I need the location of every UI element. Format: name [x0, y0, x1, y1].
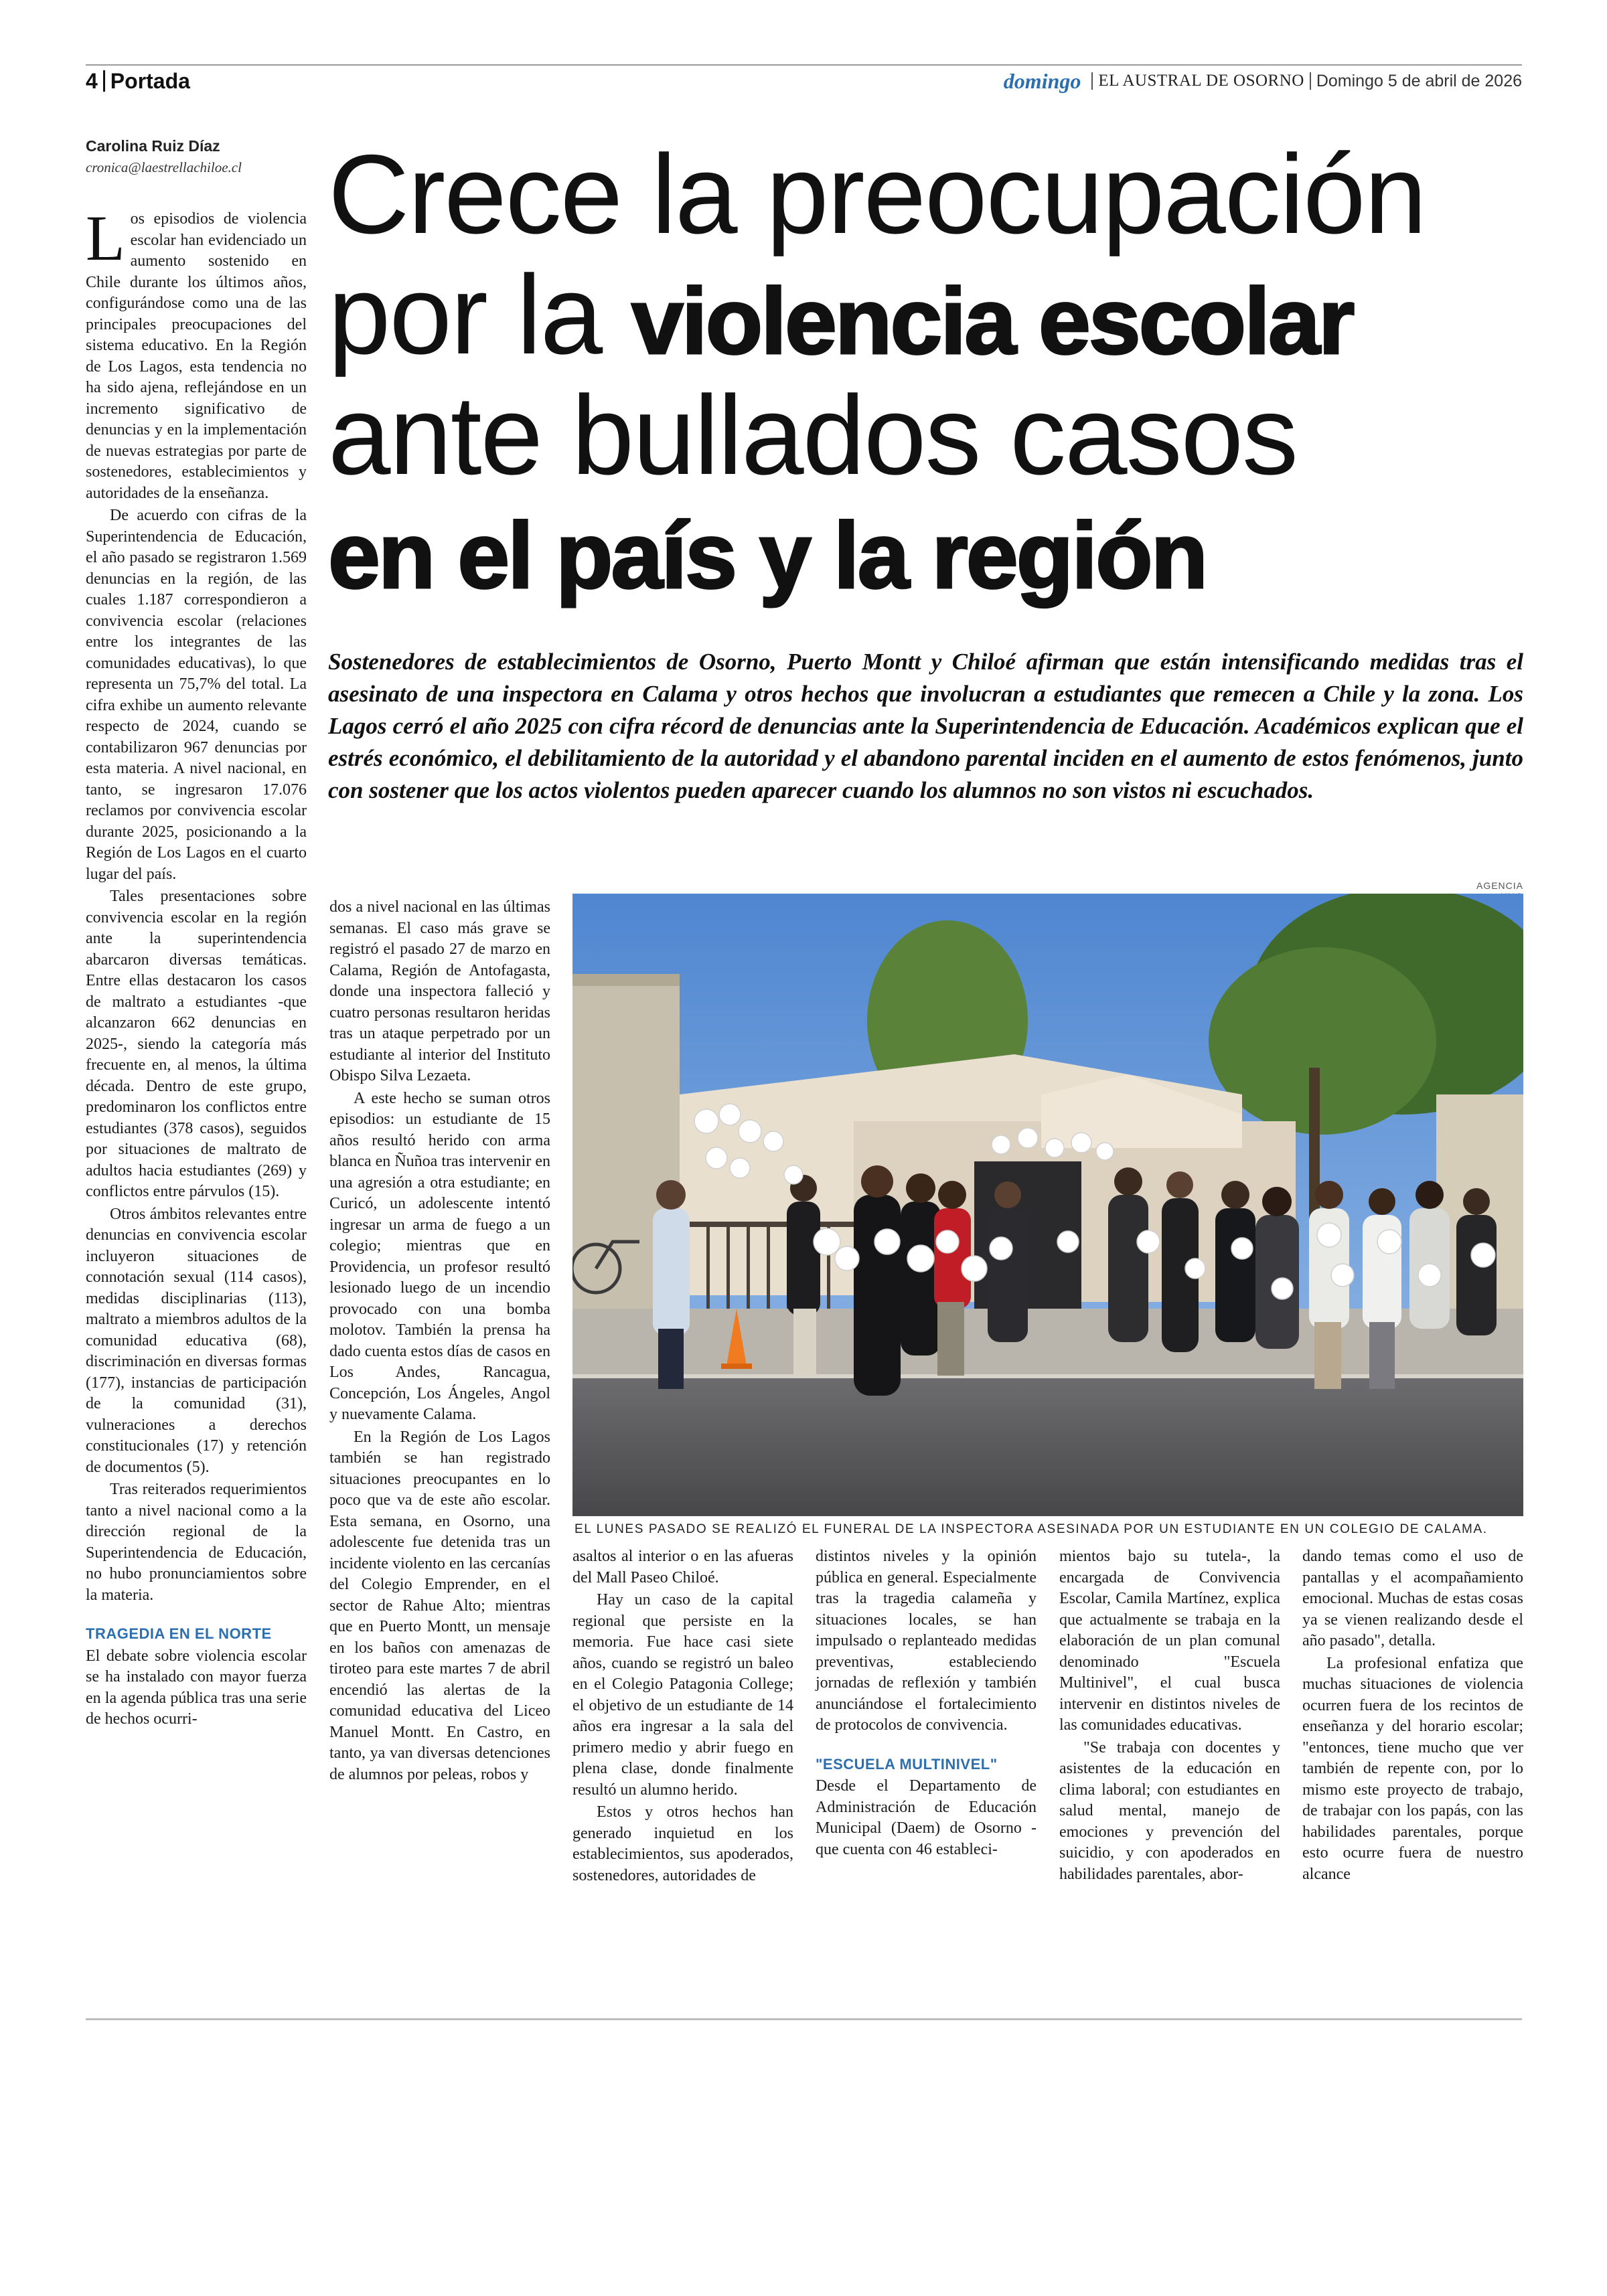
- paragraph: dando temas como el uso de pantallas y el acompañamiento emocional. Muchas de estas cosas ya se vienen realizando desde el año pasado", detalla.: [1302, 1548, 1523, 1649]
- byline: [86, 137, 300, 176]
- paragraph: Desde el Departamento de Administración de Educación Municipal (Daem) de Osorno -que cuenta con 46 estableci-: [816, 1777, 1037, 1858]
- headline-line-1: Crece la preocupación: [328, 131, 1426, 257]
- folio-separator: [1091, 72, 1093, 90]
- paragraph: Estos y otros hechos han generado inquietud en los establecimientos, sus apoderados, sostenedores, autoridades de: [572, 1803, 793, 1884]
- article-column-2: [329, 897, 550, 1787]
- paragraph: "Se trabaja con docentes y asistentes de la educación en clima laboral; con estudiantes en salud mental, manejo de emociones y prevención del suicidio, y con apoderados en habilidades parentales, abor-: [1059, 1738, 1280, 1883]
- headline-line-2-bold: violencia escolar: [631, 268, 1353, 374]
- folio-separator: [1310, 72, 1311, 90]
- paragraph-text: os episodios de violencia escolar han evidenciado un aumento sostenido en Chile durante los últimos años, configurándose como una de las principales preocupaciones del sistema educativo. En la Región de Los Lagos, esta tendencia no ha sido ajena, reflejándose en un incremento significativo de denuncias y en la implementación de nuevas estrategias por parte de sostenedores, establecimientos y autoridades de la enseñanza.: [86, 210, 307, 502]
- drop-cap: L: [86, 202, 125, 274]
- headline-line-2-light: por la: [328, 252, 631, 378]
- paragraph: mientos bajo su tutela-, la encargada de Convivencia Escolar, Camila Martínez, explica que actualmente se trabaja en la elaboración de un plan comunal denominado "Escuela Multinivel", el cual busca intervenir en distintos niveles de las comunidades educativas.: [1059, 1548, 1280, 1734]
- section-subhead: "ESCUELA MULTINIVEL": [816, 1755, 998, 1773]
- article-column-5: [1059, 1546, 1280, 1886]
- paragraph: distintos niveles y la opinión pública en general. Especialmente tras la tragedia calameña y situaciones locales, se han impulsado o replanteado medidas preventivas, estableciendo jornadas de reflexión y también anunciándose el fortalecimiento de protocolos de convivencia.: [816, 1548, 1037, 1734]
- news-photo: [572, 894, 1523, 1516]
- funeral-photo-illustration: [572, 894, 1523, 1516]
- author-email: cronica@laestrellachiloe.cl: [86, 159, 242, 175]
- edition-info: [1004, 69, 1522, 94]
- article-column-3: [572, 1546, 793, 1888]
- bottom-rule: [86, 2018, 1522, 2020]
- headline-line-2: [328, 252, 1527, 378]
- paragraph: dos a nivel nacional en las últimas semanas. El caso más grave se registró el pasado 27 de marzo en Calama, Región de Antofagasta, donde una inspectora falleció y cuatro personas resultaron heridas tras un ataque perpetrado por un estudiante al interior del Instituto Obispo Silva Lezaeta.: [329, 898, 550, 1084]
- paragraph: La profesional enfatiza que muchas situaciones de violencia ocurren fuera de los recintos de enseñanza y del horario escolar; "entonces, tiene mucho que ver también de repente con, por lo mismo este proyecto de trabajo, de trabajar con los papás, con las habilidades parentales, porque esto ocurre fuera de nuestro alcance: [1302, 1654, 1523, 1883]
- edition-date: Domingo 5 de abril de 2026: [1316, 71, 1522, 90]
- deck: Sostenedores de establecimientos de Osorno, Puerto Montt y Chiloé afirman que están intensificando medidas tras el asesinato de una inspectora en Calama y otros hechos que involucran a estudiantes que remecen a Chile y la zona. Los Lagos cerró el año 2025 con cifra récord de denuncias ante la Superintendencia de Educación. Académicos explican que el estrés económico, el debilitamiento de la autoridad y el abandono parental inciden en el aumento de estos fenómenos, junto con sostener que los actos violentos pueden aparecer cuando los alumnos no son vistos ni escuchados.: [328, 649, 1523, 803]
- folio-divider: [103, 70, 105, 92]
- paragraph: Tales presentaciones sobre convivencia escolar en la región ante la superintendencia abarcaron diversas temáticas. Entre ellas destacaron los casos de maltrato a estudiantes -que alcanzaron 662 denuncias en 2025-, siendo la categoría más frecuente en, al menos, la última década. Dentro de este grupo, predominaron los conflictos entre estudiantes (378 casos), seguidos por situaciones de maltrato de adultos hacia estudiantes (269) y conflictos entre párvulos (15).: [86, 888, 307, 1200]
- page-section: [86, 69, 190, 94]
- paragraph: De acuerdo con cifras de la Superintendencia de Educación, el año pasado se registraron 1.569 denuncias en la región, de las cuales 1.187 correspondieron a convivencia escolar (relaciones entre los integrantes de las comunidades educativas), lo que representa un 75,7% del total. La cifra exhibe un aumento relevante respecto de 2024, cuando se contabilizaron 967 denuncias por esta materia. A nivel nacional, en tanto, se ingresaron 17.076 reclamos por convivencia escolar durante 2025, posicionando a la Región de Los Lagos en el cuarto lugar del país.: [86, 507, 307, 883]
- article-column-6: [1302, 1546, 1523, 1886]
- photo-credit: AGENCIA: [1476, 880, 1523, 891]
- top-rule: [86, 64, 1522, 66]
- paragraph: En la Región de Los Lagos también se han registrado situaciones preocupantes en lo poco que va de este año escolar. Esta semana, en Osorno, una adolescente fue detenida tras un incidente violento en las cercanías del Colegio Emprender, en el sector de Rahue Alto; mientras que en Puerto Montt, un mensaje en los baños con amenazas de tiroteo para este martes 7 de abril encendió las alertas de la comunidad educativa del Liceo Manuel Montt. En Castro, en tanto, ya van diversas detenciones de alumnos por peleas, robos y: [329, 1428, 550, 1783]
- newspaper-name: EL AUSTRAL DE OSORNO: [1098, 72, 1304, 90]
- paragraph: Hay un caso de la capital regional que persiste en la memoria. Fue hace casi siete años, cuando se registró un baleo en el Colegio Patagonia College; el objetivo de un estudiante de 14 años era ingresar a la sala del primero medio y abrir fuego en plena clase, donde finalmente resultó un alumno herido.: [572, 1591, 793, 1799]
- edition-brand: domingo: [1003, 68, 1081, 93]
- paragraph: A este hecho se suman otros episodios: un estudiante de 15 años resultó herido con arma blanca en Ñuñoa tras intervenir en una agresión a otra estudiante; en Curicó, un adolescente intentó ingresar un arma de fuego a un colegio; mientras que en Providencia, un profesor resultó lesionado luego de un incendio provocado con una bomba molotov. También la prensa ha dado cuenta estos días de casos en Los Andes, Rancagua, Concepción, Los Ángeles, Angol y nuevamente Calama.: [329, 1089, 550, 1423]
- photo-caption: EL LUNES PASADO SE REALIZÓ EL FUNERAL DE LA INSPECTORA ASESINADA POR UN ESTUDIANTE EN UN COLEGIO DE CALAMA.: [575, 1522, 1488, 1536]
- section-subhead: TRAGEDIA EN EL NORTE: [86, 1625, 272, 1642]
- article-column-1: [86, 202, 307, 1732]
- article-column-4: [816, 1546, 1037, 1862]
- headline-line-3: ante bullados casos: [328, 372, 1298, 498]
- author-name: Carolina Ruiz Díaz: [86, 137, 220, 155]
- paragraph: asaltos al interior o en las afueras del Mall Paseo Chiloé.: [572, 1548, 793, 1586]
- section-name: Portada: [110, 68, 190, 93]
- paragraph: El debate sobre violencia escolar se ha instalado con mayor fuerza en la agenda pública tras una serie de hechos ocurri-: [86, 1647, 307, 1728]
- folio-bar: [86, 67, 1522, 95]
- paragraph: Otros ámbitos relevantes entre denuncias en convivencia escolar incluyeron situaciones de connotación sexual (114 casos), medidas disciplinarias (113), maltrato a miembros adultos de la comunidad educativa (68), discriminación en diversas formas (177), instancias de participación de la comunidad (31), vulneraciones a derechos constitucionales (17) y retención de documentos (5).: [86, 1205, 307, 1476]
- paragraph: Tras reiterados requerimientos tanto a nivel nacional como a la dirección regional de la Superintendencia de Educación, no hubo pronunciamientos sobre la materia.: [86, 1481, 307, 1604]
- paragraph: [86, 202, 307, 504]
- headline: [328, 131, 1527, 616]
- page-number: 4: [86, 68, 98, 93]
- headline-line-4: en el país y la región: [328, 503, 1207, 608]
